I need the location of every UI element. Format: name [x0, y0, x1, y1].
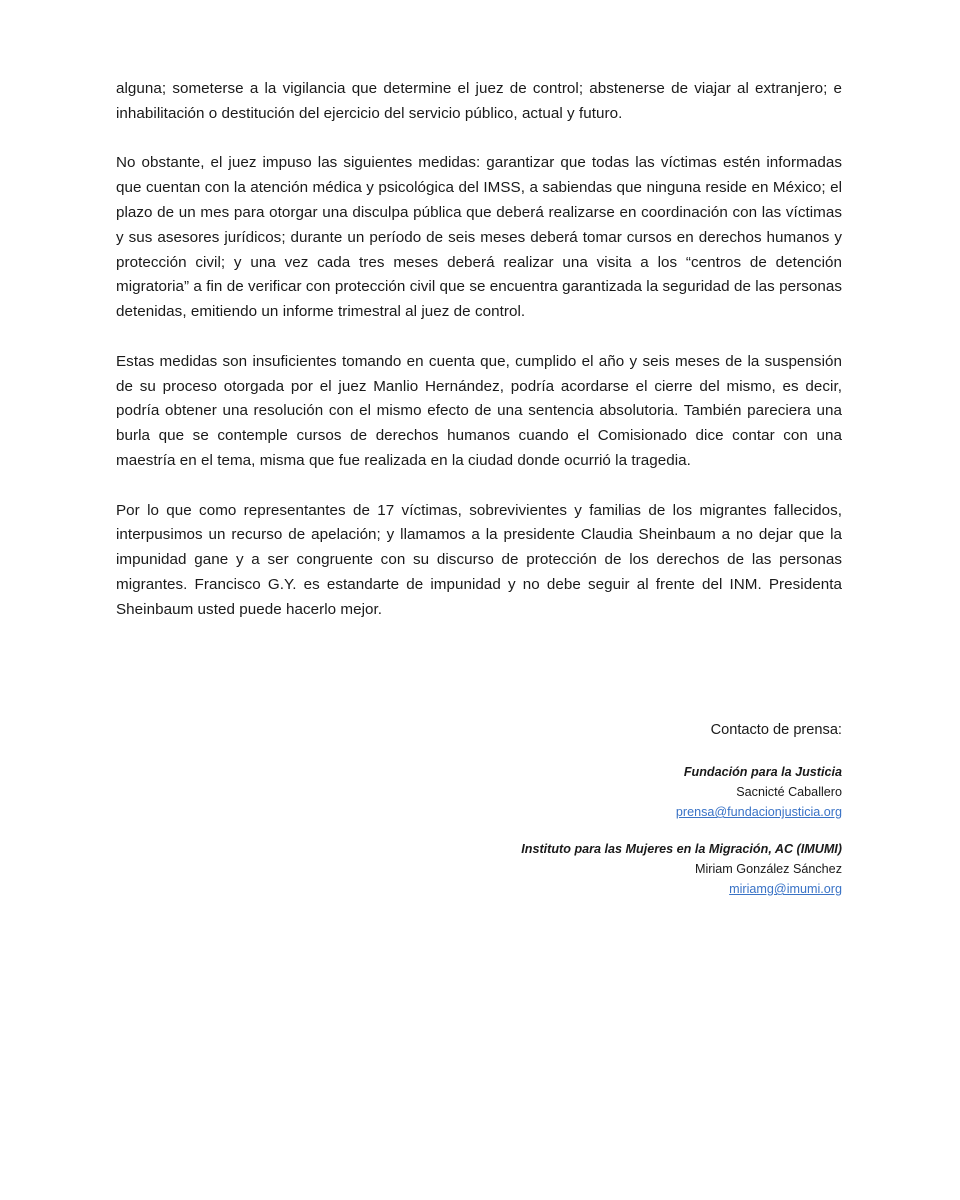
press-contact-heading: Contacto de prensa:: [710, 722, 842, 738]
contact-person: Miriam González Sánchez: [695, 862, 842, 876]
contact-email-link[interactable]: miriamg@imumi.org: [729, 882, 842, 896]
contact-block-fundacion: [242, 762, 842, 823]
organization-name: Instituto para las Mujeres en la Migración, AC (IMUMI): [521, 842, 842, 856]
document-body: [116, 77, 842, 623]
contact-block-imumi: [242, 839, 842, 900]
contact-email-link[interactable]: prensa@fundacionjusticia.org: [675, 805, 842, 819]
paragraph-measures-list: alguna; someterse a la vigilancia que determine el juez de control; abstenerse de viajar al extranjero; e inhabilitación o destitución del ejercicio del servicio público, actual y futuro.: [116, 80, 842, 122]
paragraph-imposed-measures: No obstante, el juez impuso las siguientes medidas: garantizar que todas las víctimas estén informadas que cuentan con la atención médica y psicológica del IMSS, a sabiendas que ninguna reside en México; el plazo de un mes para otorgar una disculpa pública que deberá realizarse en coordinación con las víctimas y sus asesores jurídicos; durante un período de seis meses deberá tomar cursos en derechos humanos y protección civil; y una vez cada tres meses deberá realizar una visita a los “centros de detención migratoria” a fin de verificar con protección civil que se encuentra garantizada la seguridad de las personas detenidas, emitiendo un informe trimestral al juez de control.: [116, 154, 842, 321]
press-contact-section: [242, 718, 842, 916]
paragraph-appeal: Por lo que como representantes de 17 víctimas, sobrevivientes y familias de los migrantes fallecidos, interpusimos un recurso de apelación; y llamamos a la presidente Claudia Sheinbaum a no dejar que la impunidad gane y a ser congruente con su discurso de protección de los derechos de las personas migrantes. Francisco G.Y. es estandarte de impunidad y no debe seguir al frente del INM. Presidenta Sheinbaum usted puede hacerlo mejor.: [116, 501, 842, 618]
paragraph-insufficient-measures: Estas medidas son insuficientes tomando en cuenta que, cumplido el año y seis meses de la suspensión de su proceso otorgada por el juez Manlio Hernández, podría acordarse el cierre del mismo, es decir, podría obtener una resolución con el mismo efecto de una sentencia absolutoria. También pareciera una burla que se contemple cursos de derechos humanos cuando el Comisionado dice contar con una maestría en el tema, misma que fue realizada en la ciudad donde ocurrió la tragedia.: [116, 352, 842, 469]
organization-name: Fundación para la Justicia: [683, 765, 842, 779]
contact-person: Sacnicté Caballero: [736, 785, 842, 799]
